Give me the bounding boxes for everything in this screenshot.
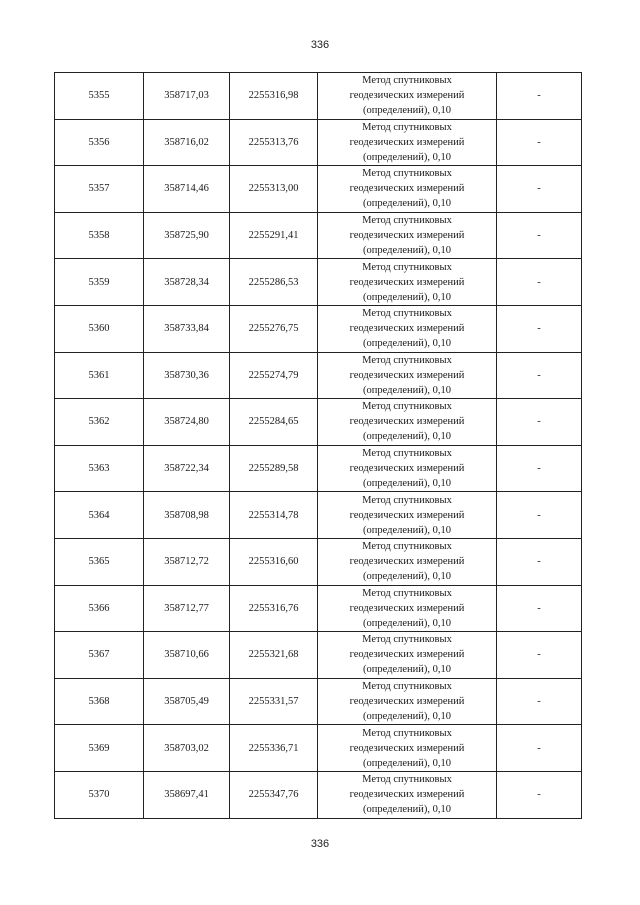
point-number-cell: 5359 <box>55 259 144 306</box>
method-line-2: геодезических измерений <box>349 602 465 614</box>
method-line-2: геодезических измерений <box>349 742 465 754</box>
method-line-3: (определений), 0,10 <box>362 524 452 536</box>
table-row <box>55 445 582 492</box>
y-coordinate-cell: 2255286,53 <box>230 259 318 306</box>
accuracy-cell: - <box>497 445 582 492</box>
accuracy-cell: - <box>497 305 582 352</box>
method-line-3: (определений), 0,10 <box>362 105 452 117</box>
method-cell <box>318 352 497 399</box>
table-row <box>55 632 582 679</box>
method-line-3: (определений), 0,10 <box>362 804 452 816</box>
method-line-1: Метод спутниковых <box>362 308 452 320</box>
method-line-2: геодезических измерений <box>349 696 465 708</box>
accuracy-cell: - <box>497 259 582 306</box>
accuracy-cell: - <box>497 399 582 446</box>
x-coordinate-cell: 358724,80 <box>144 399 230 446</box>
method-line-1: Метод спутниковых <box>362 168 452 180</box>
method-line-2: геодезических измерений <box>349 416 465 428</box>
y-coordinate-cell: 2255314,78 <box>230 492 318 539</box>
accuracy-cell: - <box>497 212 582 259</box>
method-line-1: Метод спутниковых <box>362 261 452 273</box>
x-coordinate-cell: 358717,03 <box>144 73 230 120</box>
method-line-2: геодезических измерений <box>349 90 465 102</box>
method-line-2: геодезических измерений <box>349 789 465 801</box>
method-line-3: (определений), 0,10 <box>362 664 452 676</box>
point-number-cell: 5364 <box>55 492 144 539</box>
y-coordinate-cell: 2255316,60 <box>230 538 318 585</box>
method-line-3: (определений), 0,10 <box>362 711 452 723</box>
method-line-2: геодезических измерений <box>349 230 465 242</box>
method-line-1: Метод спутниковых <box>362 215 452 227</box>
method-cell <box>318 259 497 306</box>
method-line-2: геодезических измерений <box>349 556 465 568</box>
x-coordinate-cell: 358716,02 <box>144 119 230 166</box>
method-cell <box>318 771 497 818</box>
y-coordinate-cell: 2255331,57 <box>230 678 318 725</box>
x-coordinate-cell: 358703,02 <box>144 725 230 772</box>
coordinates-table-body <box>55 73 582 819</box>
y-coordinate-cell: 2255313,00 <box>230 166 318 213</box>
method-line-2: геодезических измерений <box>349 183 465 195</box>
method-line-3: (определений), 0,10 <box>362 151 452 163</box>
method-cell <box>318 305 497 352</box>
method-line-1: Метод спутниковых <box>362 727 452 739</box>
y-coordinate-cell: 2255316,98 <box>230 73 318 120</box>
method-cell <box>318 212 497 259</box>
x-coordinate-cell: 358712,77 <box>144 585 230 632</box>
method-line-1: Метод спутниковых <box>362 448 452 460</box>
table-row <box>55 585 582 632</box>
method-cell <box>318 678 497 725</box>
table-row <box>55 725 582 772</box>
method-line-3: (определений), 0,10 <box>362 431 452 443</box>
method-line-1: Метод спутниковых <box>362 681 452 693</box>
accuracy-cell: - <box>497 73 582 120</box>
method-line-2: геодезических измерений <box>349 509 465 521</box>
point-number-cell: 5365 <box>55 538 144 585</box>
method-line-3: (определений), 0,10 <box>362 245 452 257</box>
x-coordinate-cell: 358697,41 <box>144 771 230 818</box>
table-row <box>55 538 582 585</box>
x-coordinate-cell: 358728,34 <box>144 259 230 306</box>
method-cell <box>318 538 497 585</box>
method-line-1: Метод спутниковых <box>362 121 452 133</box>
y-coordinate-cell: 2255291,41 <box>230 212 318 259</box>
point-number-cell: 5366 <box>55 585 144 632</box>
method-cell <box>318 119 497 166</box>
x-coordinate-cell: 358710,66 <box>144 632 230 679</box>
method-cell <box>318 73 497 120</box>
method-line-2: геодезических измерений <box>349 323 465 335</box>
point-number-cell: 5357 <box>55 166 144 213</box>
accuracy-cell: - <box>497 119 582 166</box>
x-coordinate-cell: 358733,84 <box>144 305 230 352</box>
point-number-cell: 5360 <box>55 305 144 352</box>
table-row <box>55 492 582 539</box>
point-number-cell: 5368 <box>55 678 144 725</box>
y-coordinate-cell: 2255321,68 <box>230 632 318 679</box>
x-coordinate-cell: 358708,98 <box>144 492 230 539</box>
accuracy-cell: - <box>497 492 582 539</box>
x-coordinate-cell: 358714,46 <box>144 166 230 213</box>
table-row <box>55 305 582 352</box>
method-line-3: (определений), 0,10 <box>362 617 452 629</box>
x-coordinate-cell: 358730,36 <box>144 352 230 399</box>
method-line-2: геодезических измерений <box>349 276 465 288</box>
y-coordinate-cell: 2255274,79 <box>230 352 318 399</box>
method-line-1: Метод спутниковых <box>362 587 452 599</box>
table-row <box>55 73 582 120</box>
point-number-cell: 5358 <box>55 212 144 259</box>
y-coordinate-cell: 2255276,75 <box>230 305 318 352</box>
accuracy-cell: - <box>497 538 582 585</box>
table-row <box>55 212 582 259</box>
method-line-3: (определений), 0,10 <box>362 338 452 350</box>
table-row <box>55 771 582 818</box>
method-line-2: геодезических измерений <box>349 369 465 381</box>
method-cell <box>318 725 497 772</box>
method-line-3: (определений), 0,10 <box>362 757 452 769</box>
method-cell <box>318 445 497 492</box>
point-number-cell: 5363 <box>55 445 144 492</box>
point-number-cell: 5369 <box>55 725 144 772</box>
page-number-top: 336 <box>310 39 330 51</box>
point-number-cell: 5361 <box>55 352 144 399</box>
method-cell <box>318 166 497 213</box>
accuracy-cell: - <box>497 678 582 725</box>
table-row <box>55 678 582 725</box>
table-row <box>55 119 582 166</box>
method-line-1: Метод спутниковых <box>362 541 452 553</box>
x-coordinate-cell: 358722,34 <box>144 445 230 492</box>
method-line-2: геодезических измерений <box>349 649 465 661</box>
point-number-cell: 5367 <box>55 632 144 679</box>
accuracy-cell: - <box>497 166 582 213</box>
x-coordinate-cell: 358725,90 <box>144 212 230 259</box>
method-line-1: Метод спутниковых <box>362 494 452 506</box>
page-number-bottom: 336 <box>310 838 330 850</box>
y-coordinate-cell: 2255289,58 <box>230 445 318 492</box>
method-line-1: Метод спутниковых <box>362 354 452 366</box>
method-line-1: Метод спутниковых <box>362 774 452 786</box>
table-row <box>55 399 582 446</box>
y-coordinate-cell: 2255284,65 <box>230 399 318 446</box>
accuracy-cell: - <box>497 352 582 399</box>
point-number-cell: 5362 <box>55 399 144 446</box>
accuracy-cell: - <box>497 725 582 772</box>
point-number-cell: 5355 <box>55 73 144 120</box>
method-line-3: (определений), 0,10 <box>362 198 452 210</box>
x-coordinate-cell: 358705,49 <box>144 678 230 725</box>
point-number-cell: 5356 <box>55 119 144 166</box>
method-line-3: (определений), 0,10 <box>362 571 452 583</box>
y-coordinate-cell: 2255347,76 <box>230 771 318 818</box>
y-coordinate-cell: 2255313,76 <box>230 119 318 166</box>
coordinates-table <box>54 72 582 819</box>
method-cell <box>318 399 497 446</box>
method-line-1: Метод спутниковых <box>362 75 452 87</box>
method-line-3: (определений), 0,10 <box>362 384 452 396</box>
accuracy-cell: - <box>497 632 582 679</box>
method-cell <box>318 585 497 632</box>
method-line-2: геодезических измерений <box>349 463 465 475</box>
method-line-3: (определений), 0,10 <box>362 478 452 490</box>
method-line-1: Метод спутниковых <box>362 401 452 413</box>
method-line-3: (определений), 0,10 <box>362 291 452 303</box>
table-row <box>55 259 582 306</box>
method-line-2: геодезических измерений <box>349 136 465 148</box>
point-number-cell: 5370 <box>55 771 144 818</box>
method-line-1: Метод спутниковых <box>362 634 452 646</box>
table-row <box>55 166 582 213</box>
y-coordinate-cell: 2255316,76 <box>230 585 318 632</box>
method-cell <box>318 632 497 679</box>
y-coordinate-cell: 2255336,71 <box>230 725 318 772</box>
accuracy-cell: - <box>497 585 582 632</box>
table-row <box>55 352 582 399</box>
accuracy-cell: - <box>497 771 582 818</box>
method-cell <box>318 492 497 539</box>
x-coordinate-cell: 358712,72 <box>144 538 230 585</box>
